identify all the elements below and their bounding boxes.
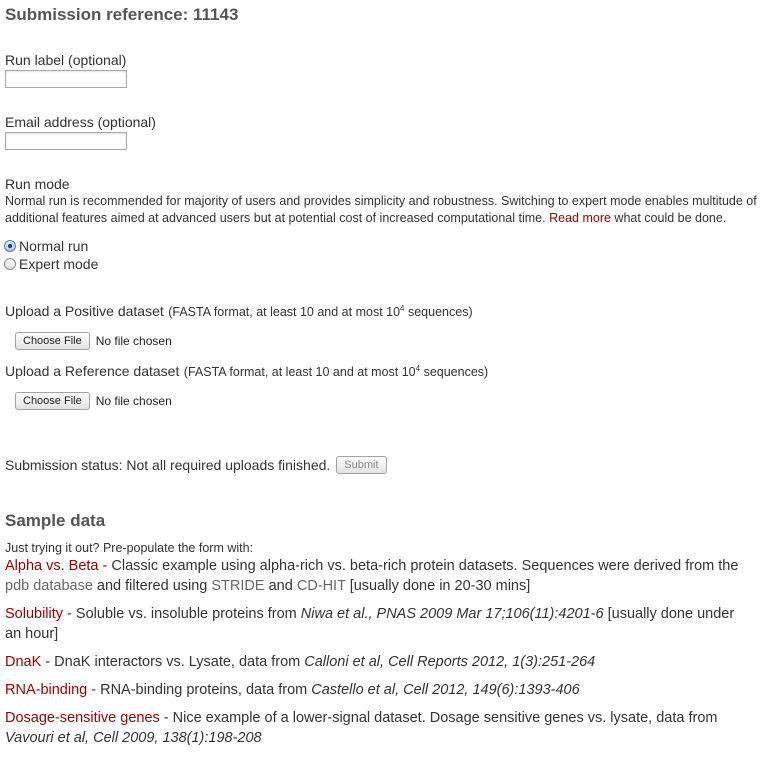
- radio-normal-run-label: Normal run: [19, 238, 89, 254]
- rna-binding-citation: Castello et al, Cell 2012, 149(6):1393-406: [311, 682, 580, 698]
- sample-item-alpha-beta: Alpha vs. Beta - Classic example using alpha-rich vs. beta-rich protein datasets. Sequences were derived from the pdb database and filtered using STRIDE and CD-HIT [usually done in 20-30 mins]: [5, 558, 739, 594]
- stride-link[interactable]: STRIDE: [211, 578, 265, 594]
- dosage-citation: Vavouri et al, Cell 2009, 138(1):198-208: [5, 730, 262, 746]
- sample-link-dnak[interactable]: DnaK: [5, 654, 42, 670]
- sample-item-dosage-sensitive: Dosage-sensitive genes - Nice example of a lower-signal dataset. Dosage sensitive genes vs. lysate, data from Vavouri et al, Cell 2009, 138(1):198-208: [5, 710, 718, 746]
- sample-link-rna-binding[interactable]: RNA-binding: [5, 682, 88, 698]
- email-label: Email address (optional): [5, 114, 156, 130]
- positive-file-input[interactable]: [15, 332, 172, 350]
- submit-button[interactable]: Submit: [336, 456, 386, 474]
- positive-upload-label: Upload a Positive dataset: [5, 303, 164, 319]
- sample-item-rna-binding: RNA-binding - RNA-binding proteins, data from Castello et al, Cell 2012, 149(6):1393-406: [5, 682, 580, 698]
- pdb-database-link[interactable]: pdb database: [5, 578, 93, 594]
- radio-expert-mode[interactable]: [4, 256, 98, 272]
- radio-expert-mode-label: Expert mode: [19, 256, 99, 272]
- solubility-citation: Niwa et al., PNAS 2009 Mar 17;106(11):4201-6: [300, 606, 604, 622]
- reference-upload-hint: (FASTA format, at least 10 and at most $10^4$ sequences): [183, 363, 489, 379]
- sample-item-dnak: DnaK - DnaK interactors vs. Lysate, data from Calloni et al, Cell Reports 2012, 1(3):251-264: [5, 654, 596, 670]
- positive-upload-hint: (FASTA format, at least 10 and at most $10^4$ sequences): [168, 303, 473, 319]
- sample-data-intro: Just trying it out? Pre-populate the form with:: [5, 541, 254, 555]
- cd-hit-link[interactable]: CD-HIT: [296, 578, 346, 594]
- run-label-input[interactable]: [5, 70, 127, 88]
- reference-upload-heading: [5, 363, 488, 381]
- sample-link-dosage-sensitive[interactable]: Dosage-sensitive genes: [5, 710, 160, 726]
- reference-choose-file-button[interactable]: Choose File: [15, 392, 90, 410]
- run-label-label: Run label (optional): [5, 52, 127, 68]
- run-mode-description-text: Normal run is recommended for majority of users and provides simplicity and robustness. Switching to expert mode enables multitude of additional features aimed at advanced users but at potential cost of increased computational time.: [5, 194, 757, 225]
- read-more-suffix: what could be done.: [614, 211, 727, 225]
- run-mode-description: [5, 193, 770, 227]
- sample-link-alpha-beta[interactable]: Alpha vs. Beta: [5, 558, 99, 574]
- radio-normal-run[interactable]: [4, 238, 88, 254]
- positive-file-status: No file chosen: [95, 334, 172, 348]
- sample-item-solubility: Solubility - Soluble vs. insoluble proteins from Niwa et al., PNAS 2009 Mar 17;106(11):4201-6 [usually done under an hour]: [5, 606, 735, 642]
- submission-status: Submission status: Not all required uploads finished.: [5, 457, 331, 473]
- read-more-link[interactable]: Read more: [549, 211, 611, 225]
- submission-row: [5, 456, 387, 474]
- reference-file-status: No file chosen: [95, 394, 172, 408]
- sample-link-solubility[interactable]: Solubility: [5, 606, 64, 622]
- reference-file-input[interactable]: [15, 392, 172, 410]
- radio-expert-mode-control[interactable]: [4, 258, 16, 270]
- radio-normal-run-control[interactable]: [4, 240, 16, 252]
- sample-data-heading: Sample data: [5, 511, 106, 530]
- run-mode-heading: Run mode: [5, 176, 70, 192]
- email-input[interactable]: [5, 132, 127, 150]
- dnak-citation: Calloni et al, Cell Reports 2012, 1(3):251-264: [304, 654, 596, 670]
- positive-upload-heading: [5, 303, 473, 321]
- reference-upload-label: Upload a Reference dataset: [5, 363, 180, 379]
- positive-choose-file-button[interactable]: Choose File: [15, 332, 90, 350]
- page-title: Submission reference: 11143: [5, 5, 239, 24]
